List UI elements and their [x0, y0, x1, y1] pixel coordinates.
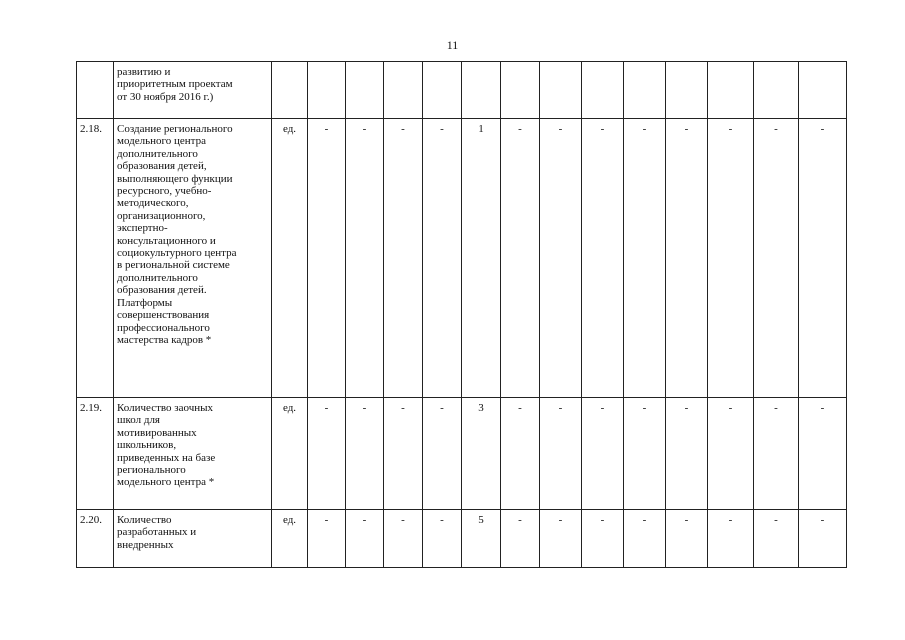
indicator-name — [114, 119, 272, 398]
indicator-name-line: Количество — [117, 514, 172, 526]
value-cell: - — [624, 119, 666, 398]
value-cell: - — [346, 510, 384, 568]
indicator-name-line: дополнительного — [117, 271, 198, 284]
indicator-name-line: мастерства кадров * — [117, 333, 212, 346]
value-cell: - — [308, 510, 346, 568]
value-cell — [799, 62, 847, 119]
indicator-name-line: приоритетным проектам — [117, 78, 233, 91]
indicator-name-line: выполняющего функции — [117, 172, 233, 185]
value-cell: - — [423, 398, 462, 510]
value-cell — [666, 62, 708, 119]
indicator-name-line: ресурсного, учебно- — [117, 185, 212, 198]
unit-cell: ед. — [272, 119, 308, 398]
value-cell: - — [624, 398, 666, 510]
value-cell — [754, 62, 799, 119]
indicator-name-line: Платформы — [117, 296, 173, 309]
value-cell: - — [666, 119, 708, 398]
indicator-name-line: образования детей, — [117, 160, 207, 173]
value-cell: - — [582, 510, 624, 568]
value-cell: - — [624, 510, 666, 568]
value-cell — [501, 62, 540, 119]
row-number: 2.20. — [77, 510, 114, 568]
indicator-name-line: социокультурного центра — [117, 247, 237, 260]
unit-cell: ед. — [272, 398, 308, 510]
value-cell: - — [708, 510, 754, 568]
value-cell: - — [799, 398, 847, 510]
value-cell: - — [384, 119, 423, 398]
value-cell: - — [799, 510, 847, 568]
indicator-name-line: профессионального — [117, 321, 210, 334]
indicator-name — [114, 398, 272, 510]
indicator-name-line: от 30 ноября 2016 г.) — [117, 90, 214, 103]
value-cell: - — [346, 119, 384, 398]
value-cell — [462, 62, 501, 119]
indicator-name-line: школьников, — [117, 439, 177, 452]
value-cell: - — [423, 119, 462, 398]
value-cell — [624, 62, 666, 119]
indicator-name — [114, 510, 272, 568]
value-cell: - — [501, 398, 540, 510]
indicator-name-line: модельного центра — [117, 135, 206, 148]
indicator-name-line: мотивированных — [117, 426, 197, 439]
value-cell: - — [540, 119, 582, 398]
indicator-name — [114, 62, 272, 119]
value-cell: - — [308, 119, 346, 398]
value-cell: - — [423, 510, 462, 568]
value-cell — [423, 62, 462, 119]
value-cell: 5 — [462, 510, 501, 568]
table-row — [77, 119, 847, 398]
indicator-name-line: в региональной системе — [117, 259, 230, 272]
value-cell: 3 — [462, 398, 501, 510]
unit-cell — [272, 62, 308, 119]
table-row — [77, 510, 847, 568]
value-cell — [308, 62, 346, 119]
indicator-name-line: развитию и — [117, 66, 171, 78]
value-cell: - — [384, 510, 423, 568]
value-cell: - — [666, 510, 708, 568]
value-cell: - — [754, 119, 799, 398]
value-cell: - — [501, 119, 540, 398]
unit-cell: ед. — [272, 510, 308, 568]
value-cell: - — [754, 398, 799, 510]
indicator-name-line: методического, — [117, 197, 189, 210]
indicator-name-line: школ для — [117, 414, 160, 427]
indicator-name-line: дополнительного — [117, 147, 198, 160]
page-number: 11 — [446, 38, 459, 52]
value-cell — [540, 62, 582, 119]
value-cell: - — [708, 119, 754, 398]
row-number: 2.19. — [77, 398, 114, 510]
value-cell: - — [308, 398, 346, 510]
value-cell: - — [501, 510, 540, 568]
value-cell: - — [754, 510, 799, 568]
table-row — [77, 398, 847, 510]
indicators-table — [76, 61, 847, 568]
value-cell: - — [540, 398, 582, 510]
row-number: 2.18. — [77, 119, 114, 398]
value-cell: 1 — [462, 119, 501, 398]
indicator-name-line: образования детей. — [117, 284, 207, 297]
value-cell: - — [582, 398, 624, 510]
indicator-name-line: приведенных на базе — [117, 451, 216, 464]
indicator-name-line: экспертно- — [117, 222, 168, 235]
table-row — [77, 62, 847, 119]
row-number — [77, 62, 114, 119]
value-cell: - — [346, 398, 384, 510]
value-cell — [384, 62, 423, 119]
indicator-name-line: разработанных и — [117, 526, 197, 539]
value-cell: - — [708, 398, 754, 510]
indicator-name-line: Количество заочных — [117, 402, 214, 414]
value-cell — [346, 62, 384, 119]
indicator-name-line: регионального — [117, 464, 186, 477]
value-cell: - — [582, 119, 624, 398]
indicator-name-line: внедренных — [117, 538, 174, 551]
value-cell: - — [666, 398, 708, 510]
value-cell — [582, 62, 624, 119]
indicator-name-line: Создание регионального — [117, 123, 233, 135]
indicator-name-line: консультационного и — [117, 234, 216, 247]
value-cell: - — [384, 398, 423, 510]
value-cell: - — [540, 510, 582, 568]
indicator-name-line: совершенствования — [117, 309, 210, 322]
indicator-name-line: организационного, — [117, 209, 206, 222]
value-cell — [708, 62, 754, 119]
value-cell: - — [799, 119, 847, 398]
indicator-name-line: модельного центра * — [117, 476, 215, 489]
